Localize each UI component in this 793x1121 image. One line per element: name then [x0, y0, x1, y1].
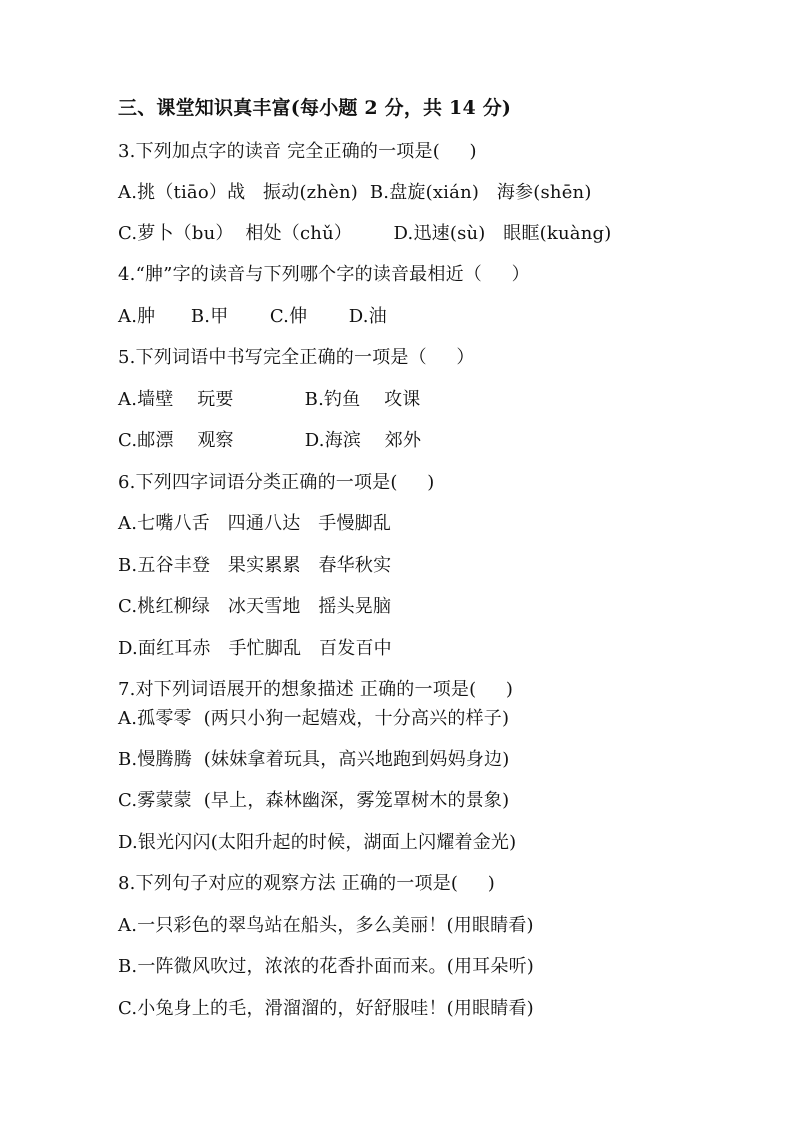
question-6-option-a: A.七嘴八舌 四通八达 手慢脚乱	[118, 513, 392, 534]
question-7-stem: 7.对下列词语展开的想象描述 正确的一项是( )	[118, 679, 514, 700]
question-7-option-c: C.雾蒙蒙 (早上，森林幽深，雾笼罩树木的景象)	[118, 790, 510, 811]
section-heading: 三、课堂知识真丰富(每小题 2 分，共 14 分)	[118, 97, 512, 119]
question-3-options-row-2: C.萝卜（bu） 相处（chǔ） D.迅速(sù) 眼眶(kuàng)	[118, 223, 612, 244]
question-5-stem: 5.下列词语中书写完全正确的一项是（ ）	[118, 347, 475, 368]
question-7-option-a: A.孤零零 (两只小狗一起嬉戏，十分高兴的样子)	[118, 708, 510, 729]
question-6-option-b: B.五谷丰登 果实累累 春华秋实	[118, 555, 392, 576]
question-8-option-c: C.小兔身上的毛，滑溜溜的，好舒服哇！(用眼睛看)	[118, 998, 534, 1019]
question-7-option-d: D.银光闪闪(太阳升起的时候，湖面上闪耀着金光)	[118, 832, 517, 853]
question-8-stem: 8.下列句子对应的观察方法 正确的一项是( )	[118, 873, 495, 894]
question-8-option-a: A.一只彩色的翠鸟站在船头，多么美丽！(用眼睛看)	[118, 915, 534, 936]
question-4-options: A.肿 B.甲 C.伸 D.油	[118, 306, 387, 327]
question-6-stem: 6.下列四字词语分类正确的一项是( )	[118, 472, 435, 493]
question-5-options-row-1: A.墙壁 玩要 B.钓鱼 攻课	[118, 389, 421, 410]
question-5-options-row-2: C.邮漂 观察 D.海滨 郊外	[118, 430, 422, 451]
question-3-stem: 3.下列加点字的读音 完全正确的一项是( )	[118, 141, 477, 162]
question-7-option-b: B.慢腾腾 (妹妹拿着玩具，高兴地跑到妈妈身边)	[118, 749, 510, 770]
question-6-option-d: D.面红耳赤 手忙脚乱 百发百中	[118, 638, 392, 659]
question-3-options-row-1: A.挑（tiāo）战 振动(zhèn) B.盘旋(xián) 海参(shēn)	[118, 182, 592, 203]
question-8-option-b: B.一阵微风吹过，浓浓的花香扑面而来。(用耳朵听)	[118, 956, 534, 977]
question-6-option-c: C.桃红柳绿 冰天雪地 摇头晃脑	[118, 596, 392, 617]
question-4-stem: 4.“胂”字的读音与下列哪个字的读音最相近（ ）	[118, 264, 530, 285]
